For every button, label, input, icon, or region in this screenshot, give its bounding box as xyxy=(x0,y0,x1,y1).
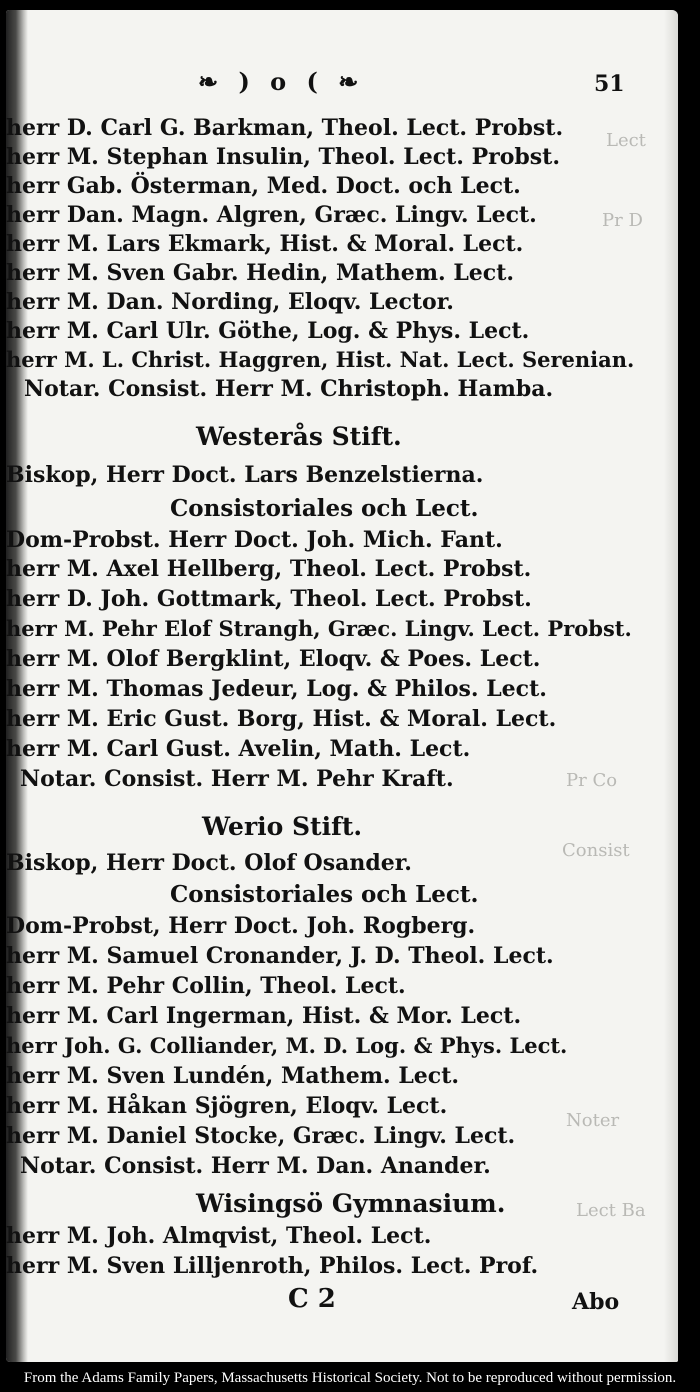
list-item: herr M. Olof Bergklint, Eloqv. & Poes. Lect. xyxy=(6,646,541,672)
page-edge-shadow xyxy=(664,10,678,1362)
list-item: herr M. Sven Lundén, Mathem. Lect. xyxy=(6,1063,460,1089)
list-item: herr M. Stephan Insulin, Theol. Lect. Probst. xyxy=(6,144,560,170)
notary-line: Notar. Consist. Herr M. Pehr Kraft. xyxy=(20,766,454,792)
list-item: herr D. Joh. Gottmark, Theol. Lect. Probst. xyxy=(6,586,532,612)
list-item: herr M. Axel Hellberg, Theol. Lect. Probst. xyxy=(6,556,532,582)
section-title: Westerås Stift. xyxy=(196,422,402,451)
book-page xyxy=(6,10,678,1362)
section-subtitle: Consistoriales och Lect. xyxy=(170,495,479,522)
list-item: herr M. Sven Gabr. Hedin, Mathem. Lect. xyxy=(6,260,515,286)
list-item: herr M. Eric Gust. Borg, Hist. & Moral. Lect. xyxy=(6,706,557,732)
list-item: herr M. Joh. Almqvist, Theol. Lect. xyxy=(6,1223,432,1249)
bishop-line: Biskop, Herr Doct. Olof Osander. xyxy=(6,850,412,876)
section-title: Werio Stift. xyxy=(202,812,363,841)
list-item: herr M. Thomas Jedeur, Log. & Philos. Lect. xyxy=(6,676,547,702)
list-item: herr Dan. Magn. Algren, Græc. Lingv. Lect. xyxy=(6,202,537,228)
header-ornament: ❧ ) o ( ❧ xyxy=(198,67,365,96)
list-item: Dom-Probst, Herr Doct. Joh. Rogberg. xyxy=(6,913,476,939)
list-item: herr M. Pehr Collin, Theol. Lect. xyxy=(6,973,406,999)
notary-line: Notar. Consist. Herr M. Christoph. Hamba. xyxy=(24,376,554,402)
list-item: Dom-Probst. Herr Doct. Joh. Mich. Fant. xyxy=(6,527,503,553)
list-item: herr M. Håkan Sjögren, Eloqv. Lect. xyxy=(6,1093,448,1119)
list-item: herr M. Samuel Cronander, J. D. Theol. Lect. xyxy=(6,943,554,969)
list-item: herr M. Dan. Nording, Eloqv. Lector. xyxy=(6,289,454,315)
bleed-through-text: Lect xyxy=(606,130,646,151)
list-item: herr M. Pehr Elof Strangh, Græc. Lingv. Lect. Probst. xyxy=(6,616,632,641)
bleed-through-text: Consist xyxy=(562,840,630,861)
section-subtitle: Consistoriales och Lect. xyxy=(170,881,479,908)
list-item: herr Gab. Österman, Med. Doct. och Lect. xyxy=(6,173,521,199)
bleed-through-text: Pr D xyxy=(602,210,643,231)
catchword: Abo xyxy=(572,1289,620,1315)
list-item: herr M. Carl Ulr. Göthe, Log. & Phys. Lect. xyxy=(6,318,530,344)
bleed-through-text: Noter xyxy=(566,1110,620,1131)
page-number: 51 xyxy=(594,71,625,97)
bishop-line: Biskop, Herr Doct. Lars Benzelstierna. xyxy=(6,462,484,488)
list-item: herr D. Carl G. Barkman, Theol. Lect. Probst. xyxy=(6,115,564,141)
bleed-through-text: Pr Co xyxy=(566,770,618,791)
notary-line: Notar. Consist. Herr M. Dan. Anander. xyxy=(20,1153,491,1179)
list-item: herr M. L. Christ. Haggren, Hist. Nat. Lect. Serenian. xyxy=(6,347,635,372)
list-item: herr M. Carl Ingerman, Hist. & Mor. Lect. xyxy=(6,1003,522,1029)
signature-mark: C 2 xyxy=(288,1284,336,1314)
list-item: herr M. Carl Gust. Avelin, Math. Lect. xyxy=(6,736,471,762)
list-item: herr M. Daniel Stocke, Græc. Lingv. Lect. xyxy=(6,1123,516,1149)
list-item: herr M. Sven Lilljenroth, Philos. Lect. Prof. xyxy=(6,1253,539,1279)
bleed-through-text: Lect Ba xyxy=(576,1200,646,1221)
archive-credit: From the Adams Family Papers, Massachusetts Historical Society. Not to be reproduced without permission. xyxy=(0,1364,700,1392)
list-item: herr M. Lars Ekmark, Hist. & Moral. Lect. xyxy=(6,231,524,257)
section-title: Wisingsö Gymnasium. xyxy=(196,1189,506,1218)
list-item: herr Joh. G. Colliander, M. D. Log. & Phys. Lect. xyxy=(6,1033,568,1058)
